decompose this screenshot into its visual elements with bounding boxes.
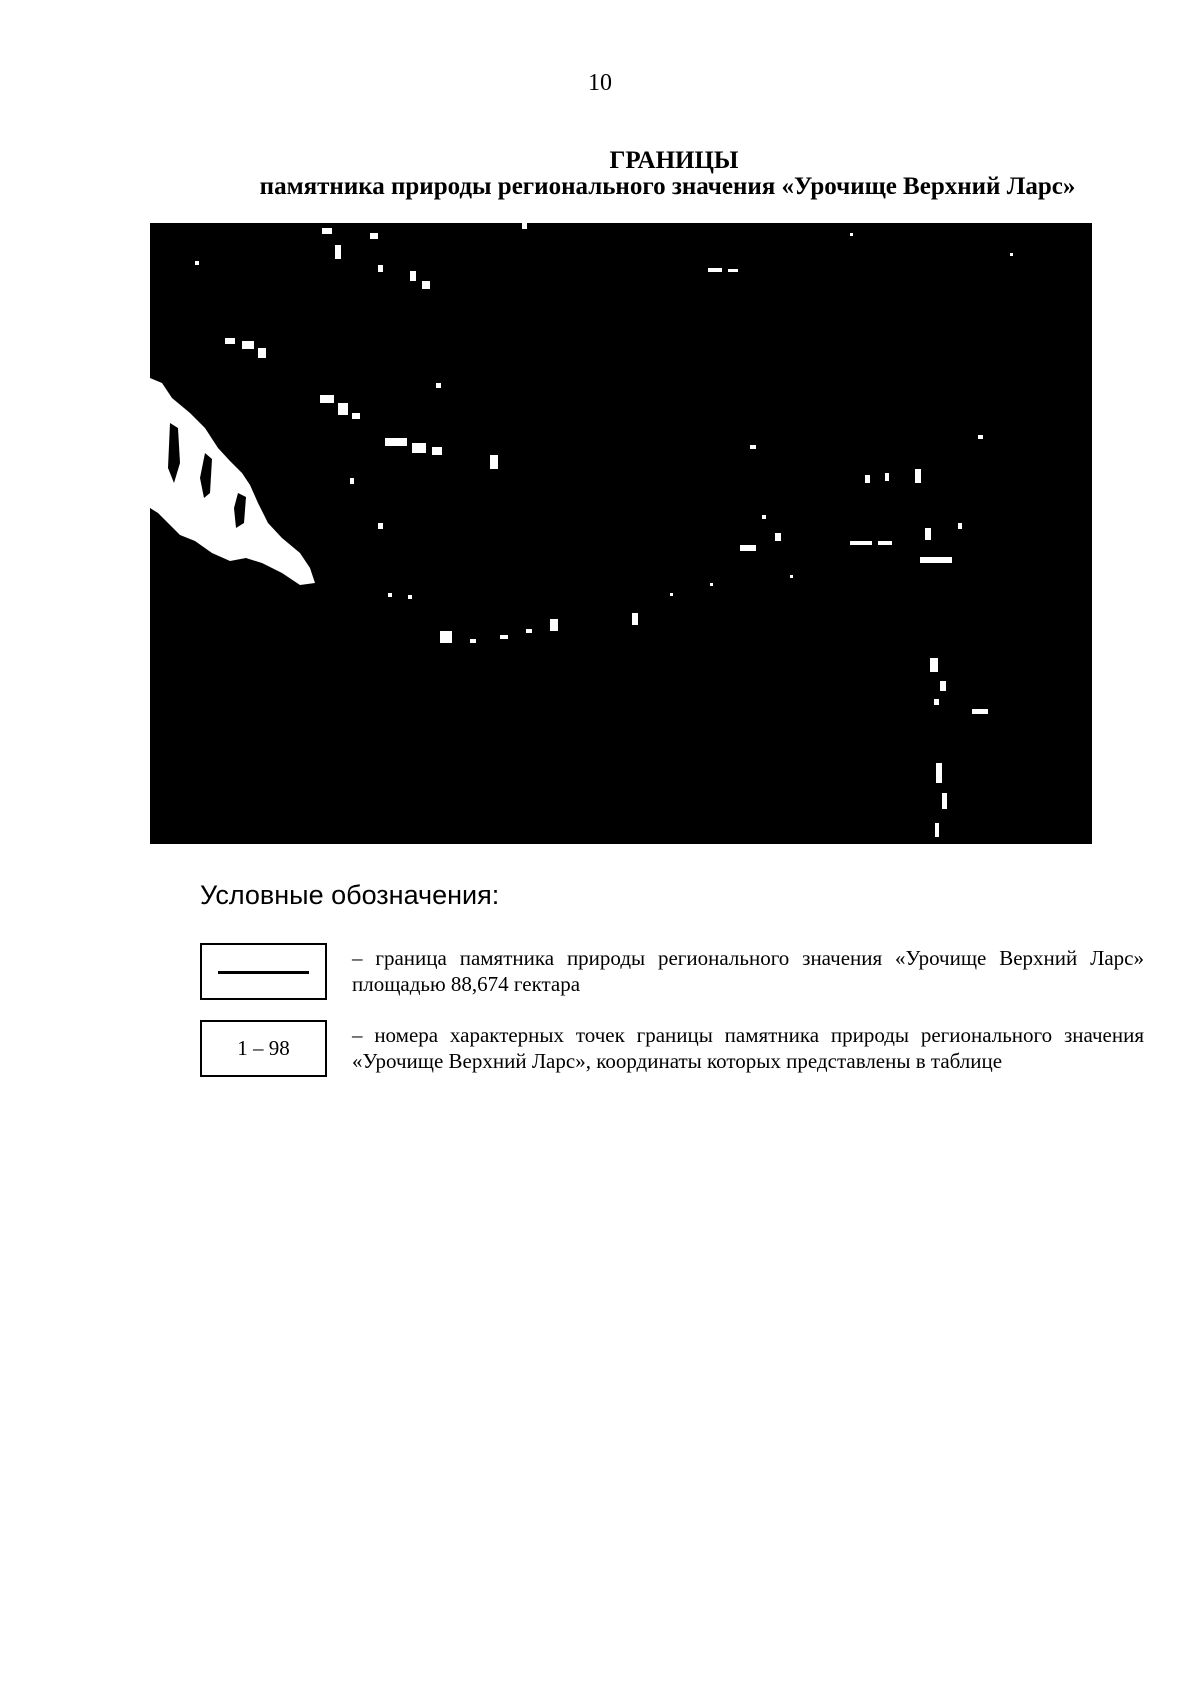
page-number: 10: [588, 70, 612, 96]
document-title: ГРАНИЦЫ: [609, 147, 739, 174]
legend-boundary-symbol: [200, 943, 327, 1000]
boundary-line-sample: [218, 971, 309, 974]
legend-heading: Условные обозначения:: [200, 880, 500, 910]
legend-points-symbol: 1 – 98: [200, 1020, 327, 1077]
map-satellite-render: [150, 223, 1092, 844]
legend-boundary-description: – граница памятника природы регионального значения «Урочище Верхний Ларс» площадью 88,674 гектара: [352, 946, 1144, 996]
boundary-map-image: [150, 223, 1092, 844]
legend-points-description: – номера характерных точек границы памятника природы регионального значения «Урочище Верхний Ларс», координаты которых представлены в таблице: [352, 1023, 1144, 1073]
document-subtitle: памятника природы регионального значения «Урочище Верхний Ларс»: [259, 173, 1076, 200]
